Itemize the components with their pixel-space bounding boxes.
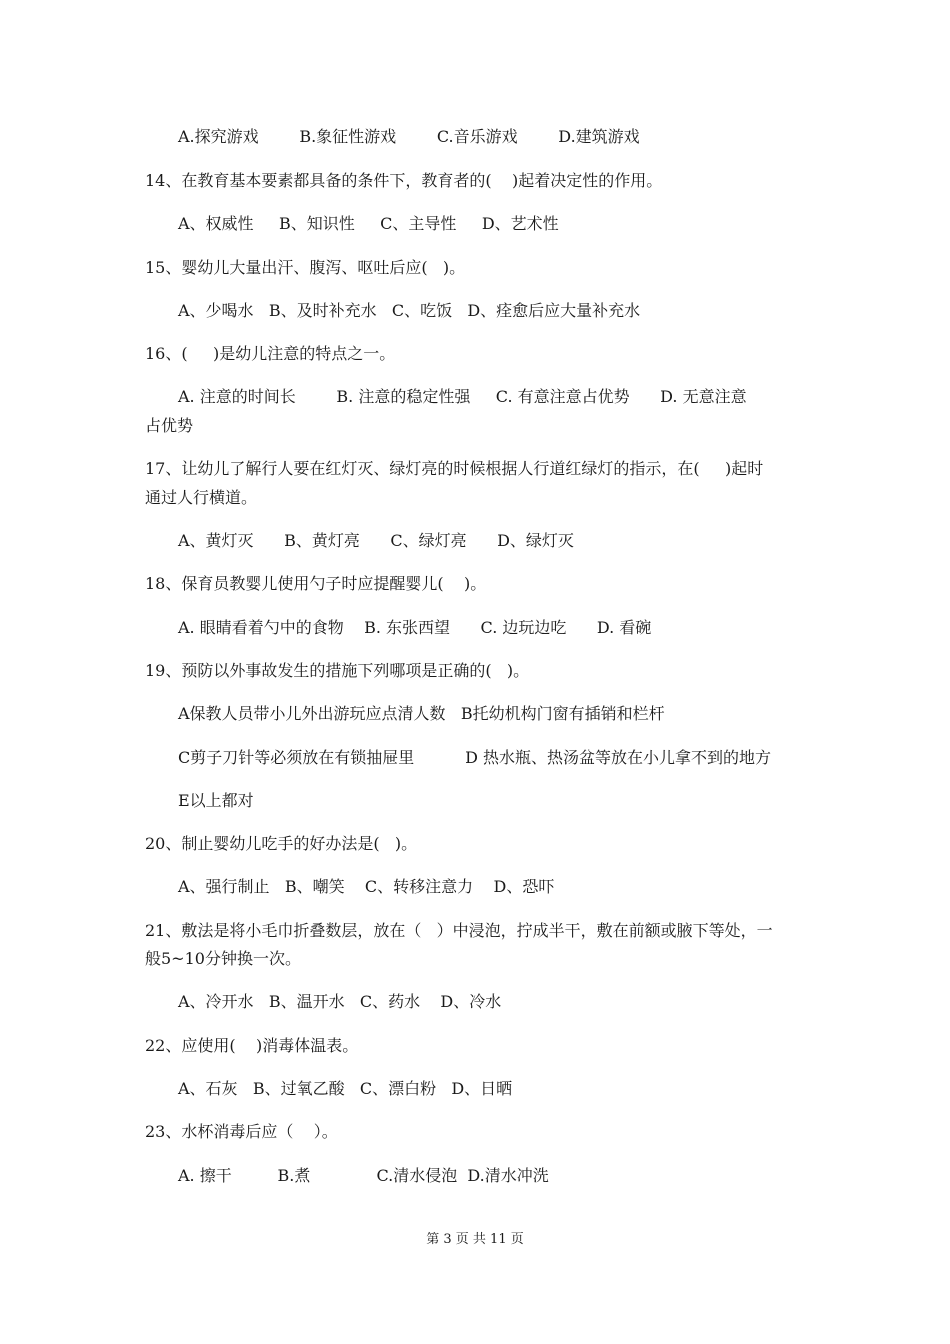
q14-options: A、权威性 B、知识性 C、主导性 D、艺术性 [178,214,559,233]
q23-question: 23、水杯消毒后应（ ）。 [145,1122,338,1141]
q22-question: 22、应使用( )消毒体温表。 [145,1036,359,1055]
q21-options: A、冷开水 B、温开水 C、药水 D、冷水 [178,992,502,1011]
q17-question: 17、让幼儿了解行人要在红灯灭、绿灯亮的时候根据人行道红绿灯的指示，在( )起时 [145,459,764,478]
q17-question-continued: 通过人行横道。 [145,488,258,507]
q22-options: A、石灰 B、过氧乙酸 C、漂白粉 D、日晒 [178,1079,513,1098]
page-footer: 第 3 页 共 11 页 [426,1232,524,1247]
q17-options: A、黄灯灭 B、黄灯亮 C、绿灯亮 D、绿灯灭 [178,531,574,550]
q20-question: 20、制止婴幼儿吃手的好办法是( )。 [145,834,418,853]
q21-question: 21、敷法是将小毛巾折叠数层，放在（ ）中浸泡，拧成半干，敷在前额或腋下等处，一 [145,921,773,940]
q15-options: A、少喝水 B、及时补充水 C、吃饭 D、痊愈后应大量补充水 [178,301,641,320]
q15-question: 15、婴幼儿大量出汗、腹泻、呕吐后应( )。 [145,258,466,277]
q19-question: 19、预防以外事故发生的措施下列哪项是正确的( )。 [145,661,530,680]
q16-options: A. 注意的时间长 B. 注意的稳定性强 C. 有意注意占优势 D. 无意注意 [178,387,747,406]
q19-options-ab: A保教人员带小儿外出游玩应点清人数 B托幼机构门窗有插销和栏杆 [178,704,665,723]
q20-options: A、强行制止 B、嘲笑 C、转移注意力 D、恐吓 [178,877,555,896]
q13-options: A.探究游戏 B.象征性游戏 C.音乐游戏 D.建筑游戏 [178,127,640,146]
q23-options: A. 擦干 B.煮 C.清水侵泡 D.清水冲洗 [178,1166,549,1185]
q19-options-cd: C剪子刀针等必须放在有锁抽屉里 D 热水瓶、热汤盆等放在小儿拿不到的地方 [178,748,772,767]
q18-question: 18、保育员教婴儿使用勺子时应提醒婴儿( )。 [145,574,487,593]
q19-option-e: E以上都对 [178,791,254,810]
q14-question: 14、在教育基本要素都具备的条件下，教育者的( )起着决定性的作用。 [145,171,663,190]
q16-options-continued: 占优势 [145,416,194,435]
q18-options: A. 眼睛看着勺中的食物 B. 东张西望 C. 边玩边吃 D. 看碗 [178,618,652,637]
q21-question-continued: 般5~10分钟换一次。 [145,949,301,968]
q16-question: 16、( )是幼儿注意的特点之一。 [145,344,396,363]
